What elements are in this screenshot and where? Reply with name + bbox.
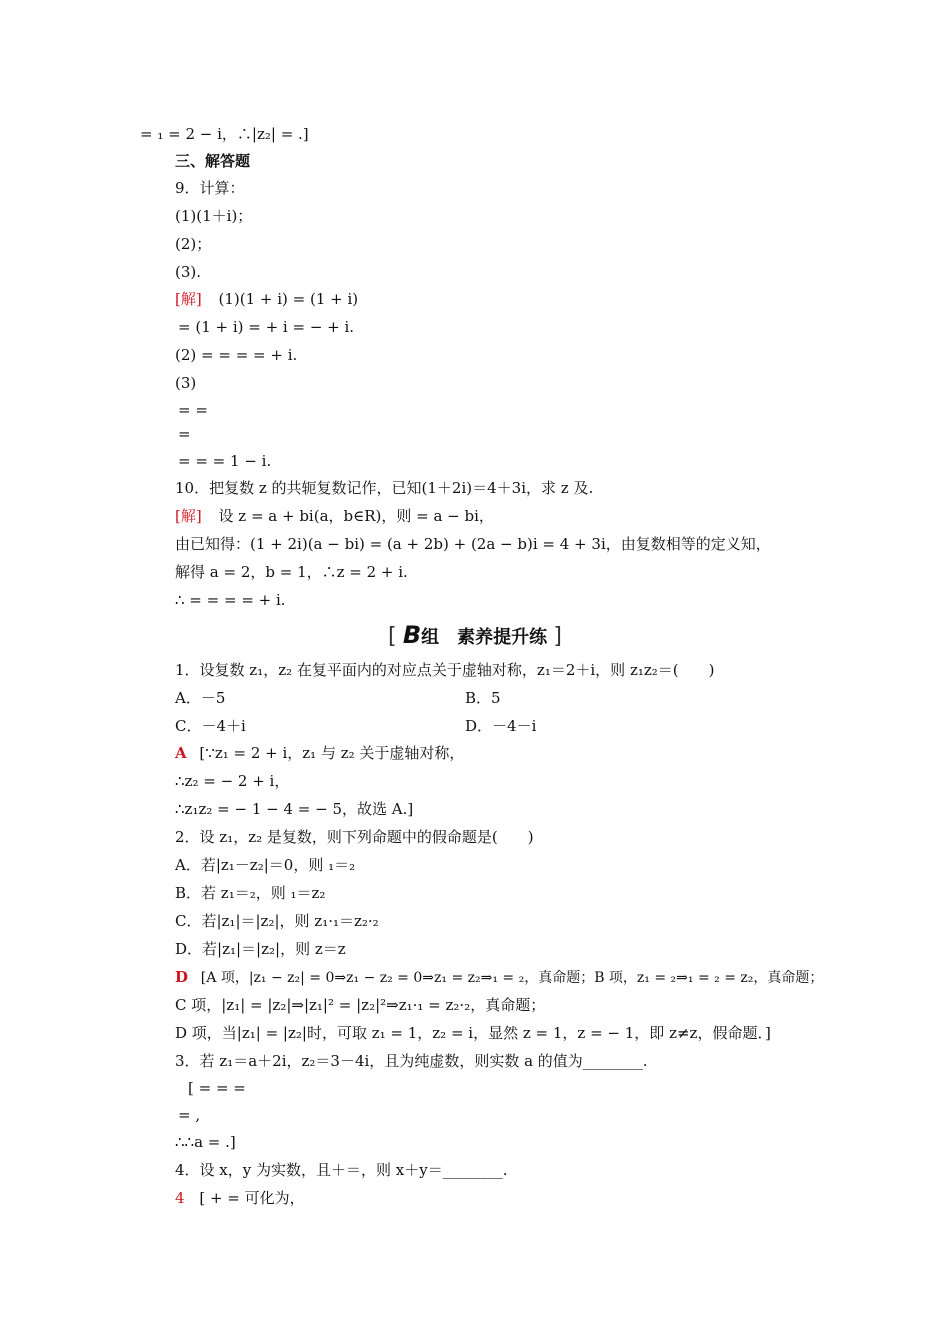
answer-3-line1: [ = = = xyxy=(188,1079,246,1097)
solution-9-line5: = = xyxy=(178,401,208,419)
solution-9-line1 xyxy=(175,289,358,309)
option-D: D．－4－i xyxy=(465,717,537,735)
option-A: A．若|z₁－z₂|＝0，则 ₁＝₂ xyxy=(175,856,356,874)
question-9-part3: (3). xyxy=(175,263,202,281)
question-9-part1: (1)(1＋i)； xyxy=(175,207,253,225)
option-C: C．－4＋i xyxy=(175,717,246,735)
section-banner xyxy=(0,622,950,651)
solution-9-line6: = xyxy=(178,425,191,443)
text-line: = ₁ = 2 − i，∴|z₂| = .] xyxy=(140,125,309,143)
banner-group-letter: B xyxy=(402,621,422,649)
answer-2-line1 xyxy=(175,967,823,988)
section-heading: 三、解答题 xyxy=(175,152,251,170)
question-9-part2: (2)； xyxy=(175,235,212,253)
answer-3-line3: ∴∴a = .] xyxy=(175,1133,236,1151)
answer-3-line2: = , xyxy=(178,1106,201,1124)
answer-letter: A xyxy=(175,744,187,762)
question-4: 4．设 x，y 为实数，且＋＝，则 x＋y＝________. xyxy=(175,1161,508,1179)
question-9: 9．计算： xyxy=(175,179,245,197)
solution-tag: [解] xyxy=(175,507,202,525)
solution-tag: [解] xyxy=(175,290,202,308)
answer-1-line3: ∴z₁z₂ = − 1 − 4 = − 5，故选 A.] xyxy=(175,800,414,818)
option-D: D．若|z₁|＝|z₂|，则 z＝z xyxy=(175,940,346,958)
question-2: 2．设 z₁，z₂ 是复数，则下列命题中的假命题是( ) xyxy=(175,828,534,846)
solution-10-line1 xyxy=(175,506,494,526)
solution-10-line3: 解得 a = 2，b = 1，∴z = 2 + i. xyxy=(175,563,408,581)
question-10: 10．把复数 z 的共轭复数记作，已知(1＋2i)＝4＋3i，求 z 及. xyxy=(175,479,594,497)
option-A: A．－5 xyxy=(175,689,226,707)
solution-9-line7: = = = 1 − i. xyxy=(178,452,272,470)
answer-text: [∵z₁ = 2 + i，z₁ 与 z₂ 关于虚轴对称， xyxy=(199,744,465,762)
question-3: 3．若 z₁＝a＋2i，z₂＝3－4i，且为纯虚数，则实数 a 的值为________. xyxy=(175,1052,648,1070)
answer-1-line2: ∴z₂ = − 2 + i， xyxy=(175,772,290,790)
answer-2-line3: D 项，当|z₁| = |z₂|时，可取 z₁ = 1，z₂ = i，显然 z = 1，z = − 1，即 z≠z，假命题．] xyxy=(175,1024,771,1042)
solution-text: 设 z = a + bi(a，b∈R)，则 = a − bi， xyxy=(218,507,494,525)
answer-1-line1 xyxy=(175,743,464,763)
option-C: C．若|z₁|＝|z₂|，则 z₁·₁＝z₂·₂ xyxy=(175,912,379,930)
banner-bracket-left: [ xyxy=(387,624,397,649)
answer-text: [ + = 可化为， xyxy=(199,1189,305,1207)
solution-9-line4: (3) xyxy=(175,374,197,392)
answer-2-line2: C 项，|z₁| = |z₂|⇒|z₁|² = |z₂|²⇒z₁·₁ = z₂·₂，真命题； xyxy=(175,996,546,1014)
answer-text: [A 项，|z₁ − z₂| = 0⇒z₁ − z₂ = 0⇒z₁ = z₂⇒₁ = ₂，真命题；B 项，z₁ = ₂⇒₁ = ₂ = z₂，真命题； xyxy=(200,970,824,986)
banner-bracket-right: ] xyxy=(553,624,563,649)
banner-title: 组 素养提升练 xyxy=(421,627,548,648)
solution-text: (1)(1 + i) = (1 + i) xyxy=(218,290,359,308)
answer-letter: 4 xyxy=(175,1189,185,1207)
option-B: B．若 z₁＝₂，则 ₁＝z₂ xyxy=(175,884,326,902)
question-1: 1．设复数 z₁，z₂ 在复平面内的对应点关于虚轴对称，z₁＝2＋i，则 z₁z₂＝( ) xyxy=(175,661,715,679)
solution-10-line2: 由已知得：(1 + 2i)(a − bi) = (a + 2b) + (2a − b)i = 4 + 3i，由复数相等的定义知， xyxy=(175,535,771,553)
answer-4-line1 xyxy=(175,1188,305,1208)
option-B: B．5 xyxy=(465,689,501,707)
answer-letter: D xyxy=(175,968,189,986)
solution-9-line3: (2) = = = = + i. xyxy=(175,346,298,364)
solution-9-line2: = (1 + i) = + i = − + i. xyxy=(178,318,355,336)
solution-10-line4: ∴ = = = = + i. xyxy=(175,591,286,609)
